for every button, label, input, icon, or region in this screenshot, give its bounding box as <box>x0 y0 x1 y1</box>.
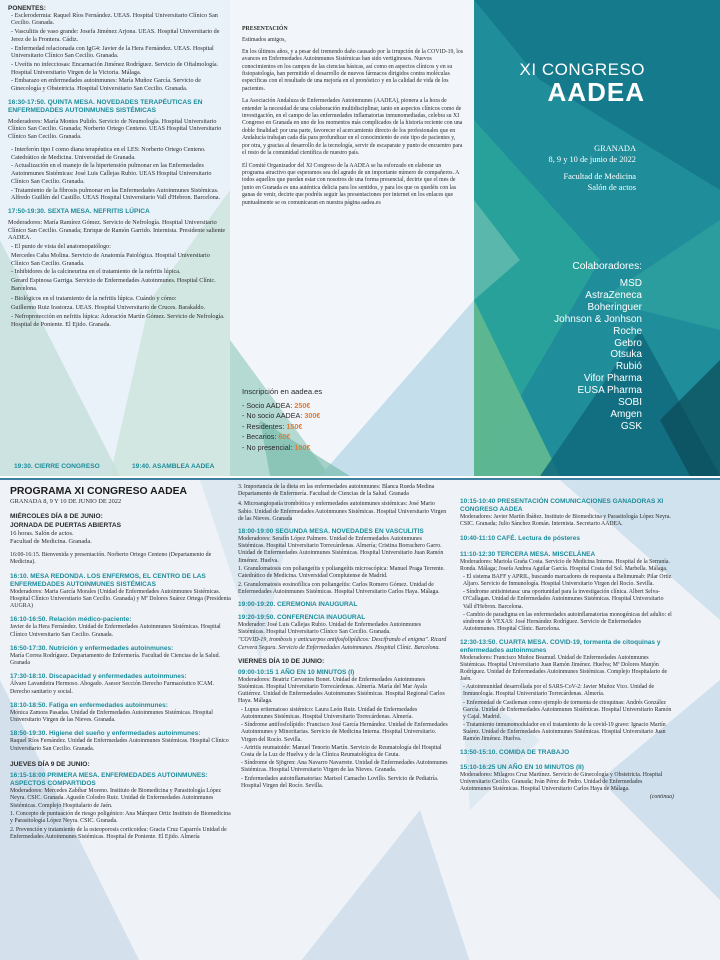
session-speaker: Raquel Ríos Fernández. Unidad de Enfermedades Autoinmunes Sistémicas. Hospital Clínico Universitario San Cecilio. Granada. <box>10 738 229 752</box>
collaborator: Boheringuer <box>587 301 642 313</box>
list-item: - Interferón tipo I como diana terapéutica en el LES: Norberto Ortego Centeno. Catedrático de Medicina. Universidad de Granada. <box>11 147 206 161</box>
ponentes-column <box>8 5 226 330</box>
session-title: 11:10-12:30 TERCERA MESA. MISCELÁNEA <box>460 550 596 558</box>
session-title: 18:50-19:30. Higiene del sueño y enfermedades autoinmunes: <box>10 730 201 738</box>
ponentes-heading: PONENTES: <box>8 5 46 12</box>
cuarta-list <box>460 684 674 743</box>
congress-title-line2: AADEA <box>547 77 645 107</box>
cierre-congreso: 19:30. CIERRE CONGRESO <box>14 463 100 470</box>
tercera-list <box>460 574 674 633</box>
list-item: 4. Microangiopatía trombótica y enfermedades autoinmunes sistémicas: José Mario Sabio. Unidad de Enfermedades Autoinmunes Sistémicas. Hospital Universitario Virgen de las Nieves. Granada <box>238 501 447 522</box>
list-item: - El punto de vista del anatomopatólogo: <box>11 244 111 251</box>
program-column-1 <box>10 486 232 843</box>
session-title: 15:10-16:25 UN AÑO EN 10 MINUTOS (II) <box>460 763 584 771</box>
jornada-info: 16 horas. Salón de actos. <box>10 529 74 537</box>
price-value: 300€ <box>304 411 321 421</box>
session-moderators: Moderadores: Francisco Muñoz Beamud. Unidad de Enfermedades Autoinmunes Sistémicas. Hospital Universitario Juan Ramón Jiménez. Huelva; Mª Dolores Manjón Rodríguez. Unidad de Enfermedades Autoinmunes Sistémicas. Complejo Hospitalario de Jaén. <box>460 654 668 683</box>
session-speaker: Mónica Zamora Pasadas. Unidad de Enfermedades Autoinmunes Sistémicas. Hospital Universitario Virgen de las Nieves. Granada. <box>10 709 213 724</box>
collaborator: AstraZeneca <box>585 289 642 301</box>
price-row <box>242 401 442 412</box>
collaborators-heading: Colaboradores: <box>572 261 642 272</box>
list-item: Mercedes Caba Molina. Servicio de Anatomía Patológica. Hospital Universitario Clínico San Cecilio. Granada. <box>11 252 210 267</box>
list-item: - Nefroprotección en nefritis lúpica: Adoración Martín Gómez. Servicio de Nefrología. Hospital de Poniente. El Ejido. Granada. <box>11 313 225 328</box>
ponentes-list <box>8 13 226 94</box>
session-speaker: María Correa Rodríguez. Departamento de Enfermería. Facultad de Ciencias de la Salud. Granada <box>10 652 221 667</box>
day-heading: MIÉRCOLES DÍA 8 DE JUNIO: <box>10 513 103 521</box>
list-item: 3. Importancia de la dieta en las enfermedades autoinmunes: Blanca Rueda Medina Departamento de Enfermería. Facultad de Ciencias de la Salud. Granada <box>238 484 435 498</box>
session-moderators: Moderadores: Javier Martín Ibáñez. Instituto de Biomedicina y Parasitología López Neyra. CSIC. Granada; Julio Sánchez Román. Internista. Secretario AADEA. <box>460 513 671 527</box>
session-title: 10:15-10:40 PRESENTACIÓN COMUNICACIONES GANADORAS XI CONGRESO AADEA <box>460 498 664 513</box>
list-item: - Enfermedades autoinflamatorias: Marisol Camacho Lovillo. Servicio de Pediatría. Hospital Virgen del Rocío. Sevilla. <box>241 775 439 789</box>
collaborator: Otsuka <box>610 349 642 361</box>
continued-note: (continua) <box>649 794 674 801</box>
list-item: - Cambio de paradigma en las enfermedades autoinflamatorias monogénicas del adulto: el síndrome de VEXAS: José Hernández Rodríguez. Servicio de Enfermedades Autoinmunes. Hospital Clínic. Barcelona. <box>463 611 672 632</box>
price-row <box>242 422 442 433</box>
uno-list <box>238 707 448 790</box>
cover-dates: 8, 9 y 10 de junio de 2022 <box>548 155 636 164</box>
collaborator: Johnson & Jonhson <box>554 313 642 325</box>
collaborator: SOBI <box>618 397 642 409</box>
session-moderators: Moderadores: Milagros Cruz Martínez. Servicio de Ginecología y Obstetricia. Hospital Universitario Cecilio. Granada; Iván Pérez de Pedro. Unidad de Enfermedades Autoinmunes Sistémicas. Hospital Universitario Carlos Haya de Málaga. <box>460 771 663 793</box>
conference-title: "COVID-19, trombosis y anticuerpos antifosfolipídicos: Descifrando el enigma". Ricard Cervera Segura. Servicio de Enfermedades Autoinmunes. Hospital Clínic. Barcelona. <box>238 637 447 651</box>
inscripcion-heading: Inscripción en aadea.es <box>242 387 323 396</box>
list-item: - Enfermedad relacionada con IgG4: Javier de la Hera Fernández. UEAS. Hospital Universitario Clínico San Cecilio. Granada. <box>11 45 214 60</box>
collaborator: Amgen <box>610 408 642 420</box>
presentacion-paragraph: En los últimos años, y a pesar del tremendo daño causado por la irrupción de la COVID-19, los avances en Enfermedades Autoinmunes Sistémicas han sido vertiginosos. Nuevos conocimientos en los campos de las ciencias básicas, así como en aspectos clínicos y en su fisiopatología, han permitido el desarrollo de nuevos fármacos dirigidos contra moléculas específicas con el resultado de una mejoría en el pronóstico y en la calidad de vida de los pacientes. <box>242 48 464 92</box>
price-row <box>242 432 442 443</box>
price-value: 250€ <box>294 400 311 410</box>
session-moderators: Moderadores: Marta García Morales (Unidad de Enfermedades Autoinmunes Sistémicas. Hospital Clínico Universitario San Cecilio. Granada) y Mª Dolores Suárez Ortega (Presidenta AUGRA) <box>10 588 231 610</box>
list-item: - Artritis reumatoide: Manuel Tenorio Martín. Servicio de Reumatología del Hospital Costa de la Luz de Huelva y de la Clínica Reumatológica de Ceuta. <box>241 744 442 759</box>
collaborator: Rubió <box>615 361 642 373</box>
list-item: 2. Prevención y tratamiento de la osteoporosis corticoidea: Gracia Cruz Caparrós Unidad de Enfermedades Autoinmunes Sistémicas. Hospital de Poniente. El Ejido. Almería <box>10 826 227 841</box>
jornada-info: Facultad de Medicina. Granada. <box>10 537 92 545</box>
price-row <box>242 443 442 454</box>
price-value: 60€ <box>278 432 291 442</box>
list-item: - Esclerodermia: Raquel Ríos Fernández. UEAS. Hospital Universitario Clínico San Cecilio. Granada. <box>11 12 218 27</box>
program-subtitle: GRANADA 8, 9 Y 10 DE JUNIO DE 2022 <box>10 498 122 505</box>
session-title: 16:50-17:30. Nutrición y enfermedades autoinmunes: <box>10 644 174 652</box>
list-item: - Síndrome antisintetasa: una oportunidad para la investigación clínica. Albert Selva-O'Callagan. Unidad de Enfermedades Autoinmunes Sistémicas. Hospital Universitario Vall d'Hebron. Barcelona. <box>463 589 664 610</box>
program-column-2 <box>238 484 448 791</box>
cover-venue: Facultad de Medicina <box>563 172 636 181</box>
cover-city: GRANADA <box>594 144 636 153</box>
collaborator: Roche <box>613 325 642 337</box>
presentacion-paragraph: El Comité Organizador del XI Congreso de la AADEA se ha esforzado en elaborar un programa atractivo que esperamos sea del agrado de un importante número de compañeros. A todos aquellos que puedan estar con nosotros de una forma presencial, decirte que el mes de junio en Granada es una auténtica delicia para los sentidos, y para los que os quedéis con las ganas de venir, decirte que podréis seguir las presentaciones por internet en los enlaces que puntualmente se os comunicaran en nuestra página aadea.es <box>242 162 459 206</box>
price-label: - No socio AADEA: <box>242 411 303 421</box>
list-item: - Biológicos en el tratamiento de la nefritis lúpica. Cuándo y cómo: <box>11 296 177 303</box>
list-item: - Síndrome antifosfolípido: Francisco José García Hernández. Unidad de Enfermedades Autoinmunes y Minoritarias. Servicio de Medicina Interna. Hospital Universitario. Virgen del Rocío. Sevilla. <box>241 722 448 743</box>
list-item: 2. Granulomatosis eosinofílica con poliangeítis: Carlos Romero Gómez. Unidad de Enfermedades Autoinmunes Sistémicas. Hospital Universitario Carlos Haya. Málaga. <box>238 581 440 595</box>
session-title: 12:30-13:50. CUARTA MESA. COVID-19, tormenta de citoquinas y enfermedades autoinmunes <box>460 638 661 654</box>
list-item: - Enfermedad de Castleman como ejemplo de tormenta de citoquinas: Andrés González García. Unidad de Enfermedades Autoinmunes Sistémicas. Hospital Universitario Ramón y Cajal. Madrid. <box>463 699 672 720</box>
session-title: 09:00-10:15 1 AÑO EN 10 MINUTOS (I) <box>238 668 355 676</box>
sexta-mesa-list <box>8 244 226 329</box>
session-moderators: Moderador: José Luis Callejas Rubio. Unidad de Enfermedades Autoinmunes Sistémicas. Hospital Universitario Clínico San Cecilio. Granada. <box>238 621 422 635</box>
session-title: 10:40-11:10 CAFÉ. Lectura de pósteres <box>460 535 580 542</box>
sexta-mesa-title: 17:50-19:30. SEXTA MESA. NEFRITIS LÚPICA <box>8 207 150 215</box>
quinta-mesa-moderators: Moderadores: María Montes Pulido. Servicio de Neumología. Hospital Universitario Clínico San Cecilio. Granada; Norberto Ortego Centeno. UEAS Hospital Universitario Clínico San Cecilio. Granada. <box>8 118 222 141</box>
price-label: - No presencial: <box>242 442 293 452</box>
session-speaker: Javier de la Hera Fernández. Unidad de Enfermedades Autoinmunes Sistémicas. Hospital Clínico Universitario San Cecilio. Granada. <box>10 624 221 638</box>
collaborator: Gebro <box>614 337 642 349</box>
session-title: 16:15-18:00 PRIMERA MESA. ENFERMEDADES AUTOINMUNES: ASPECTOS COMPARTIDOS <box>10 772 208 788</box>
session-title: 17:30-18:10. Discapacidad y enfermedades autoinmunes: <box>10 673 187 681</box>
price-label: - Becarios: <box>242 432 277 442</box>
list-item: - Síndrome de Sjögren: Ana Navarro Navarrete. Unidad de Enfermedades Autoinmunes Sistémicas. Hospital Universitario Virgen de las Nieves. Granada. <box>241 760 448 774</box>
session-speaker: Álvaro Lavandeira Hermoso. Abogado. Asesor Sección Derecho Farmacéutico ICAM. Derecho sanitario y social. <box>10 681 214 695</box>
collaborators-list <box>554 278 642 433</box>
collaborator: GSK <box>620 420 642 432</box>
session-title: 18:10-18:50. Fatiga en enfermedades autoinmunes: <box>10 701 168 709</box>
price-row <box>242 411 442 422</box>
list-item: Gerard Espinosa Garriga. Servicio de Enfermedades Autoinmunes. Hospital Clínic. Barcelona. <box>11 278 216 292</box>
price-value: 100€ <box>294 442 311 452</box>
price-label: - Socio AADEA: <box>242 400 293 410</box>
jornada-heading: JORNADA DE PUERTAS ABIERTAS <box>10 521 122 529</box>
list-item: - Vasculitis de vaso grande: Josefa Jiménez Arjona. UEAS. Hospital Universitario de Jerez de la Frontera. Cádiz. <box>11 29 220 43</box>
cover-venue-room: Salón de actos <box>587 183 636 192</box>
session-moderators: Moderadores: Mercedes Zabíbar Moreno. Instituto de Biomedicina y Parasitología López Neyra. CSIC. Granada. Agustín Colodro Ruiz. Unidad de Enfermedades Autoinmunes Sistémicas. Complejo Hospitalario de Jaén. <box>10 787 222 809</box>
brochure-inner-sheet <box>0 478 720 960</box>
session-title: 19:20-19:50. CONFERENCIA INAUGURAL <box>238 613 366 621</box>
session-moderators: Moderadores: Serafín López Palmero. Unidad de Enfermedades Autoinmunes Sistémicas. Hospital Universitario Torrecárdenas. Almería; Cristina Borrachero Garro. Unidad de Enfermedades Autoinmunes Sistémicas. Hospital Universitario Juan Ramón Jiménez. Huelva. <box>238 535 444 564</box>
presentacion-greeting: Estimados amigos, <box>242 37 286 44</box>
sexta-mesa-moderators: Moderadores: María Ramírez Gómez. Servicio de Nefrología. Hospital Universitario Clínico San Cecilio. Granada; Enrique de Ramón Garrido. Internista. Presidente saliente AADEA. <box>8 219 226 242</box>
list-item: - Tratamiento de la fibrosis pulmonar en las Enfermedades Autoinmunes Sistémicas. Alfredo Guillén del Castillo. UEAS Hospital Universitario Vall d'Hebron. Barcelona. <box>11 187 221 202</box>
session-moderators: Moderadores: Mariola Graña Costa. Servicio de Medicina Interna. Hospital de la Serranía. Ronda. Málaga; Josefa Andrea Aguilar García. Hospital Costa del Sol. Marbella. Málaga. <box>460 558 670 572</box>
list-item: - Actualización en el manejo de la hipertensión pulmonar en las Enfermedades Autoinmunes Sistémicas: José Luis Callejas Rubio. UEAS Hospital Universitario Clínico San Cecilio. Granada. <box>11 163 212 185</box>
session-title: 18:00-19:00 SEGUNDA MESA. NOVEDADES EN VASCULITIS <box>238 528 424 536</box>
price-value: 150€ <box>286 421 303 431</box>
list-item: - El sistema BAFF y APRIL, buscando marcadores de respuesta a Belimumab: Pilar Ortiz Aljaro. Servicio de Inmunología. Hospital Universitario Virgen del Rocío. Sevilla. <box>463 574 672 588</box>
brochure-outer-sheet <box>0 0 720 476</box>
quinta-mesa-list <box>8 147 226 203</box>
list-item: - Inhibidores de la calcineurina en el tratamiento de la nefritis lúpica. <box>11 269 181 276</box>
session-moderators: Moderadores: Beatriz Cervantes Bonet. Unidad de Enfermedades Autoinmunes Sistémicas. Hospital Universitario Torrecárdenas. Almería. María del Mar Ayala Gutiérrez. Unidad de Enfermedades Autoinmunes Sistémicas. Hospital Regional Carlos Haya. Málaga. <box>238 676 445 705</box>
session-title: 13:50-15:10. COMIDA DE TRABAJO <box>460 749 570 757</box>
list-item: - Autoinmunidad desarrollada por el SARS-CoV-2: Javier Muñoz Vico. Unidad de Inmunología. Hospital Universitario Torrecárdenas. Almería. <box>463 684 655 698</box>
day-heading: VIERNES DÍA 10 DE JUNIO: <box>238 657 325 665</box>
program-column-3 <box>460 498 674 801</box>
presentacion-column <box>242 26 464 208</box>
presentacion-heading: PRESENTACIÓN <box>242 26 288 32</box>
collaborator: EUSA Pharma <box>577 385 642 397</box>
collaborator: Vifor Pharma <box>583 373 642 385</box>
list-item: 1. Concepto de puntuación de riesgo poligénico: Ana Márquez Ortiz Instituto de Biomedicina y Parasitología López Neyra. CSIC. Granada. <box>10 811 231 825</box>
list-item: 1. Granulomatosis con poliangeítis y poliangeítis microscópica: Manuel Praga Terrente. Catedrático de Medicina. Universidad Complutense de Madrid. <box>238 565 445 580</box>
inscripcion-box <box>242 387 442 454</box>
list-item: - Tratamiento inmunomodulador en el tratamiento de la covid-19 grave: Ignacio Martín Suárez. Unidad de Enfermedades Autoinmunes Sistémicas. Hospital Universitario Juan Ramón Jiménez. Huelva. <box>463 721 666 742</box>
list-item: - Lupus eritematoso sistémico: Laura León Ruiz. Unidad de Enfermedades Autoinmunes Sistémicas. Hospital Universitario Torrecárdenas. Almería. <box>241 706 418 721</box>
price-label: - Residentes: <box>242 421 285 431</box>
list-item: - Embarazo en enfermedades autoinmunes: María Muñoz García. Servicio de Ginecología y Obstetricia. Hospital Universitario San Cecilio. Granada. <box>11 78 201 93</box>
bienvenida-text: 16:00-16:15. Bienvenida y presentación. Norberto Ortego Centeno (Departamento de Medicina). <box>10 552 212 566</box>
quinta-mesa-title: 16:30-17:50. QUINTA MESA. NOVEDADES TERAPÉUTICAS EN ENFERMEDADES AUTOINMUNES SISTÉMICAS <box>8 98 203 114</box>
list-item: Guillermo Ruiz Irastorza. UEAS. Hospital Universitario de Cruces. Barakaldo. <box>11 305 206 312</box>
program-title: PROGRAMA XI CONGRESO AADEA <box>10 486 188 497</box>
session-title: 19:00-19:20. CEREMONIA INAUGURAL <box>238 600 358 608</box>
session-title: 16:10. MESA REDONDA. LOS ENFERMOS, EL CENTRO DE LAS ENFERMEDADES AUTOINMUNES SISTÉMICAS <box>10 572 206 588</box>
day-heading: JUEVES DÍA 9 DE JUNIO: <box>10 760 90 768</box>
list-item: - Uveítis no infecciosas: Encarnación Jiménez Rodríguez. Servicio de Oftalmología. Hospital Universitario Virgen de la Victoria. Málaga. <box>11 61 219 76</box>
congress-title-line1: XI CONGRESO <box>519 60 645 79</box>
collaborator: MSD <box>619 278 642 289</box>
asamblea-aadea: 19:40. ASAMBLEA AADEA <box>132 463 215 470</box>
presentacion-paragraph: La Asociación Andaluza de Enfermedades Autoinmunes (AADEA), pionera a la hora de entender la necesidad de una colaboración multidisciplinar, tanto en aspectos clínicos como de investigación, en el campo de las enfermedades inflamatorias inmunomediadas, celebra su XI Congreso en Granada en uno de los momentos más complicados de la historia reciente con una doble finalidad: por una parte, favorecer el acercamiento directo de los profesionales que en Andalucía trabajan cada día para profundizar en el conocimiento de este tipo de pacientes y, por otra, y gracias al desarrollo de la tecnología, servir de escaparate y punto de encuentro para el resto de la comunidad científica de nuestro país. <box>242 98 463 157</box>
session-title: 16:10-16:50. Relación médico-paciente: <box>10 616 132 624</box>
